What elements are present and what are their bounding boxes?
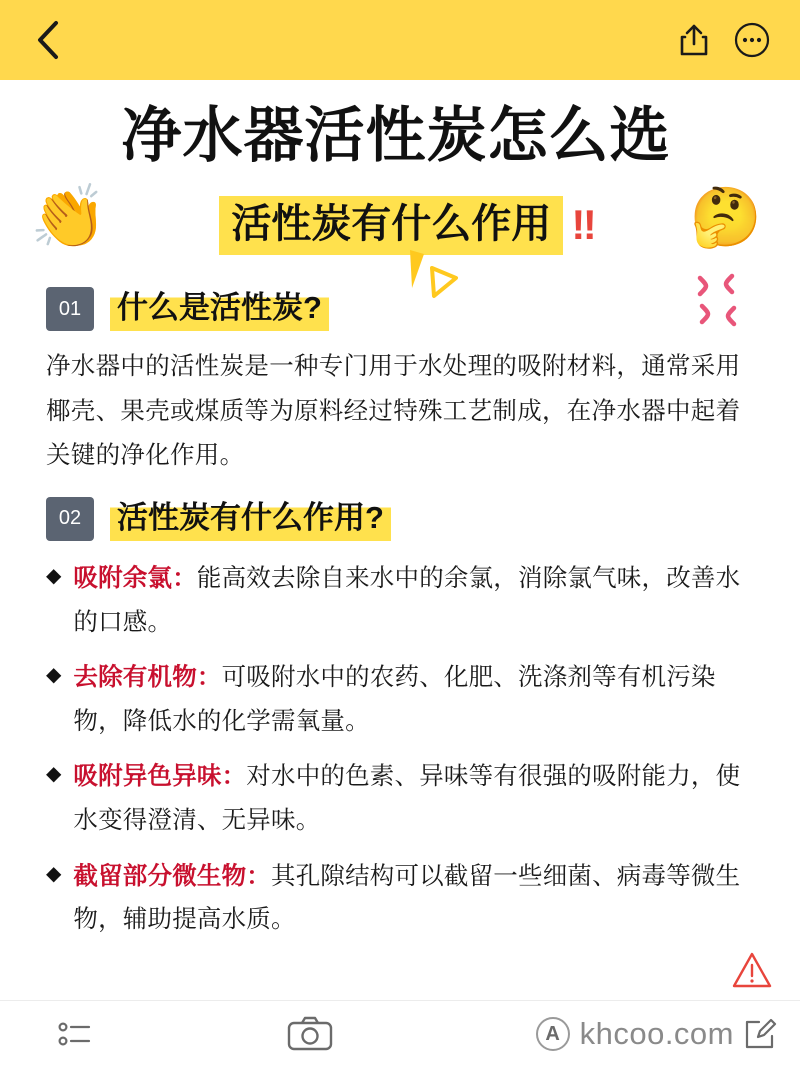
list-item-key: 截留部分微生物： [73, 862, 271, 890]
more-options-button[interactable] [730, 18, 774, 62]
edit-square-icon[interactable] [744, 1017, 778, 1051]
page-title: 净水器活性炭怎么选 [121, 102, 671, 169]
share-icon [679, 23, 709, 57]
diamond-bullet-icon: ◆ [46, 664, 62, 687]
section-header-01 [46, 287, 754, 331]
double-exclamation-mark: ‼ [571, 201, 595, 249]
section-title: 什么是活性炭? [110, 287, 329, 331]
list-item-key: 去除有机物： [73, 664, 222, 692]
bottom-bar [0, 1000, 800, 1067]
list-item-text [73, 557, 754, 644]
diamond-bullet-icon: ◆ [46, 763, 62, 786]
camera-button[interactable] [150, 1016, 470, 1052]
subtitle-row [30, 171, 762, 279]
benefits-list [46, 557, 754, 942]
list-item-key: 吸附异色异味： [73, 763, 247, 791]
diamond-bullet-icon: ◆ [46, 564, 62, 587]
section-paragraph: 净水器中的活性炭是一种专门用于水处理的吸附材料，通常采用椰壳、果壳或煤质等为原料经过特殊工艺制成，在净水器中起着关键的净化作用。 [46, 353, 741, 470]
list-item [46, 855, 754, 942]
menu-button[interactable] [0, 1017, 150, 1051]
list-item-text [73, 755, 754, 842]
list-item [46, 557, 754, 644]
list-item-body: 能高效去除自来水中的余氯，消除氯气味，改善水的口感。 [73, 564, 741, 636]
list-item-text [73, 656, 754, 743]
warning-triangle-icon [732, 951, 772, 989]
watermark-area [470, 1016, 800, 1052]
watermark-text: khcoo.com [579, 1016, 734, 1051]
list-item-text [73, 855, 754, 942]
clapping-hands-emoji: 👏 [30, 183, 108, 253]
more-circle-icon [734, 22, 770, 58]
article-content [0, 80, 800, 1000]
list-item-key: 吸附余氯： [73, 564, 197, 592]
list-item [46, 755, 754, 842]
camera-icon [287, 1016, 333, 1052]
section-header-02 [46, 497, 754, 541]
share-button[interactable] [672, 18, 716, 62]
section-number-badge: 01 [46, 287, 94, 331]
list-item-body: 对水中的色素、异味等有很强的吸附能力，使水变得澄清、无异味。 [73, 763, 741, 834]
watermark-logo-icon: A [536, 1017, 570, 1051]
list-item-body: 可吸附水中的农药、化肥、洗涤剂等有机污染物，降低水的化学需氧量。 [73, 664, 716, 735]
section-title: 活性炭有什么作用? [110, 497, 391, 541]
subtitle-highlight: 活性炭有什么作用 [219, 196, 563, 255]
top-bar-actions [672, 18, 774, 62]
back-button[interactable] [26, 18, 70, 62]
thinking-face-emoji: 🤔 [689, 185, 762, 251]
list-item-body: 其孔隙结构可以截留一些细菌、病毒等微生物，辅助提高水质。 [73, 862, 741, 934]
top-bar [0, 0, 800, 80]
section-number-badge: 02 [46, 497, 94, 541]
list-menu-icon [55, 1017, 95, 1051]
list-item [46, 656, 754, 743]
diamond-bullet-icon: ◆ [46, 862, 62, 885]
chevron-left-icon [35, 19, 61, 61]
